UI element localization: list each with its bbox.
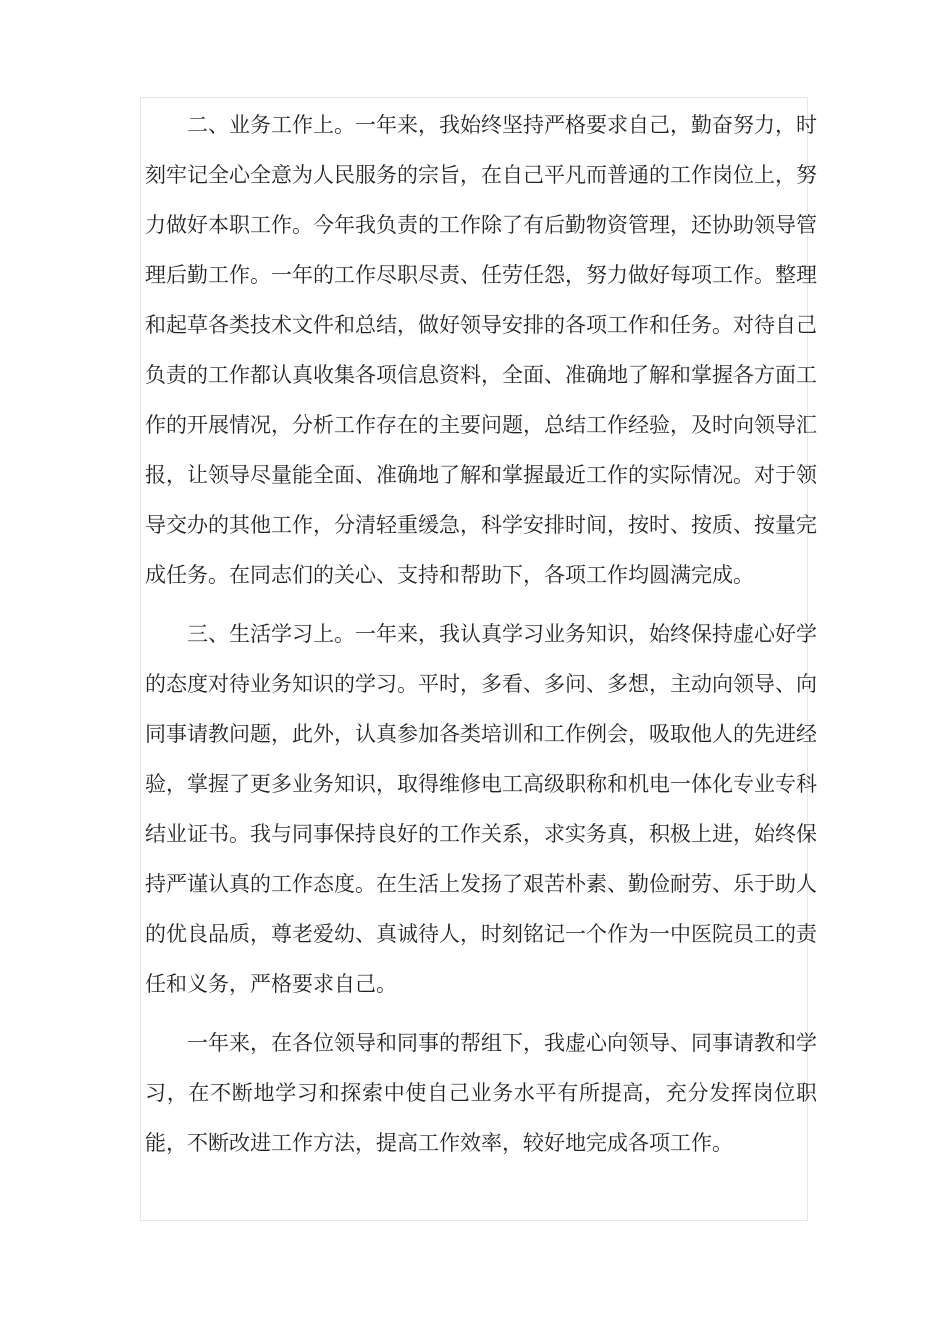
document-body	[145, 100, 817, 1168]
paragraph-life-study: 三、生活学习上。一年来，我认真学习业务知识，始终保持虚心好学的态度对待业务知识的学习。平时，多看、多问、多想，主动向领导、向同事请教问题，此外，认真参加各类培训和工作例会，吸取他人的先进经验，掌握了更多业务知识，取得维修电工高级职称和机电一体化专业专科结业证书。我与同事保持良好的工作关系，求实务真，积极上进，始终保持严谨认真的工作态度。在生活上发扬了艰苦朴素、勤俭耐劳、乐于助人的优良品质，尊老爱幼、真诚待人，时刻铭记一个作为一中医院员工的责任和义务，严格要求自己。	[145, 622, 817, 996]
paragraph-business-work: 二、业务工作上。一年来，我始终坚持严格要求自己，勤奋努力，时刻牢记全心全意为人民服务的宗旨，在自己平凡而普通的工作岗位上，努力做好本职工作。今年我负责的工作除了有后勤物资管理，还协助领导管理后勤工作。一年的工作尽职尽责、任劳任怨，努力做好每项工作。整理和起草各类技术文件和总结，做好领导安排的各项工作和任务。对待自己负责的工作都认真收集各项信息资料，全面、准确地了解和掌握各方面工作的开展情况，分析工作存在的主要问题，总结工作经验，及时向领导汇报，让领导尽量能全面、准确地了解和掌握最近工作的实际情况。对于领导交办的其他工作，分清轻重缓急，科学安排时间，按时、按质、按量完成任务。在同志们的关心、支持和帮助下，各项工作均圆满完成。	[145, 113, 817, 587]
paragraph-summary: 一年来，在各位领导和同事的帮组下，我虚心向领导、同事请教和学习，在不断地学习和探索中使自己业务水平有所提高，充分发挥岗位职能，不断改进工作方法，提高工作效率，较好地完成各项工作。	[145, 1031, 817, 1155]
